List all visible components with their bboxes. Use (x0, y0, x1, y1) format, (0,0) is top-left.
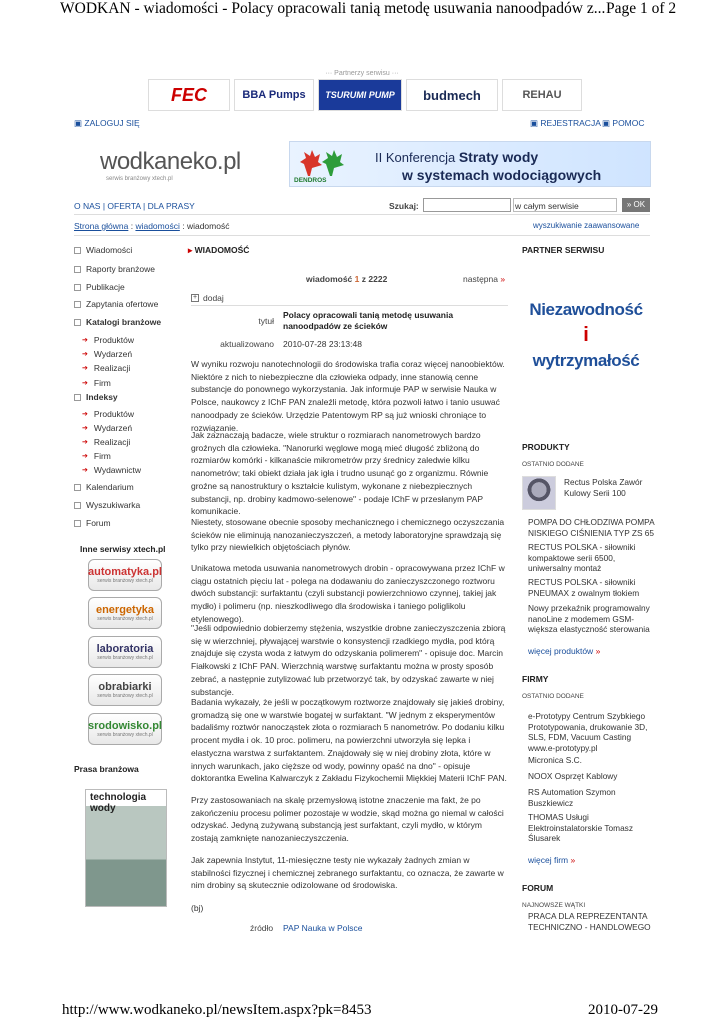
title-label: tytuł (258, 316, 274, 326)
sponsor-logos (148, 79, 582, 111)
product-item[interactable]: POMPA DO CHŁODZIWA POMPA NISKIEGO CIŚNIENIA TYP ZS 65 (528, 517, 655, 538)
sponsor-logo-budmech[interactable]: budmech (406, 79, 498, 111)
breadcrumb-home[interactable]: Strona główna (74, 221, 129, 231)
divider (74, 235, 650, 236)
updated-value: 2010-07-28 23:13:48 (283, 339, 362, 349)
sponsor-logo-fec[interactable]: FEC (148, 79, 230, 111)
arrow-icon: ➔ (82, 351, 88, 358)
sidebar-item-calendar[interactable]: Kalendarium (74, 482, 134, 492)
search-label: Szukaj: (389, 201, 419, 211)
xtech-srodowisko[interactable]: srodowisko.pl serwis branżowy xtech.pl (88, 713, 162, 745)
print-page-number: Page 1 of 2 (606, 0, 677, 17)
next-link[interactable]: następna » (463, 274, 506, 284)
arrow-icon: ➔ (82, 380, 88, 387)
checkbox-icon (74, 319, 81, 326)
xtech-obrabiarki[interactable]: obrabiarki serwis branżowy xtech.pl (88, 674, 162, 706)
source-label: źródło (250, 923, 274, 933)
xtech-energetyka[interactable]: energetyka serwis branżowy xtech.pl (88, 597, 162, 629)
index-firms[interactable]: ➔ Firm (82, 451, 111, 461)
catalog-firms[interactable]: ➔ Firm (82, 378, 111, 388)
breadcrumb-current: wiadomość (186, 221, 230, 231)
banner-line1: II Konferencja Straty wody (375, 149, 539, 165)
firm-item[interactable]: THOMAS Usługi Elektroinstalatorskie Tomasz Ślusarek (528, 812, 633, 843)
add-button[interactable]: + dodaj (192, 293, 224, 303)
article-paragraph: Jak zapewnia Instytut, 11-miesięczne testy nie wykazały żadnych zmian w stabilności fizycznej i chemicznej zebranego surfaktantu, co oznacza, że zawarte w nim drobiny są skutecznie odizolowane od środowiska. (191, 855, 504, 891)
arrow-icon: ➔ (82, 439, 88, 446)
help-icon: ▣ (602, 118, 611, 128)
sidebar-item-forum[interactable]: Forum (74, 518, 111, 528)
xtech-automatyka[interactable]: automatyka.pl serwis branżowy xtech.pl (88, 559, 162, 591)
sidebar-item-reports[interactable]: Raporty branżowe (74, 264, 155, 274)
arrow-icon: ➔ (82, 453, 88, 460)
sidebar-item-catalogs[interactable]: Katalogi branżowe (74, 317, 161, 327)
checkbox-icon (74, 284, 81, 291)
conference-banner[interactable] (289, 141, 651, 187)
search-input[interactable] (423, 198, 511, 212)
article-paragraph: W wyniku rozwoju nanotechnologii do środowiska trafia coraz więcej nanoobiektów. Niektóre z nich to niebezpieczne dla człowieka odpady, inne stanowią cenne substancje do ponownego wykorzystania. Jak informuje PAP w serwisie Nauka w Polsce, naukowcy z IChF PAN znaleźli metodę, która pozwoli łatwo i tanio usuwać nanoodpady ze ścieków. Urzędzie Patentowym RP są już wnioski chroniące to rozwiązanie. (191, 359, 505, 433)
partner-ad[interactable]: Niezawodność i wytrzymałość (529, 300, 643, 370)
index-products[interactable]: ➔ Produktów (82, 409, 135, 419)
index-publishers[interactable]: ➔ Wydawnictw (82, 465, 142, 475)
updated-label: aktualizowano (220, 339, 274, 349)
site-logo[interactable] (100, 148, 241, 182)
nav-about[interactable]: O NAS (74, 201, 101, 211)
divider (191, 305, 508, 306)
sponsors-label: ··· Partnerzy serwisu ··· (325, 70, 399, 77)
nav-press[interactable]: DLA PRASY (147, 201, 195, 211)
checkbox-icon (74, 247, 81, 254)
login-link[interactable]: ▣ ZALOGUJ SIĘ (74, 118, 140, 128)
arrow-icon: ➔ (82, 365, 88, 372)
arrow-icon: ➔ (82, 337, 88, 344)
firm-item[interactable]: Micronica S.C. (528, 755, 582, 765)
maple-leaf-icon (300, 148, 348, 178)
catalog-products[interactable]: ➔ Produktów (82, 335, 135, 345)
breadcrumb: Strona główna : wiadomości : wiadomość (74, 221, 230, 231)
index-projects[interactable]: ➔ Realizacji (82, 437, 131, 447)
magazine-title: technologia wody (90, 792, 147, 814)
help-link[interactable]: ▣ POMOC (602, 118, 645, 128)
checkbox-icon (74, 502, 81, 509)
more-firms-link[interactable]: więcej firm » (528, 855, 576, 865)
advanced-search-link[interactable]: wyszukiwanie zaawansowane (533, 221, 640, 230)
divider (74, 214, 650, 215)
firm-item[interactable]: RS Automation Szymon Buszkiewicz (528, 787, 616, 808)
sidebar-item-search[interactable]: Wyszukiwarka (74, 500, 140, 510)
register-icon: ▣ (530, 118, 539, 128)
checkbox-icon (74, 394, 81, 401)
sidebar-item-publications[interactable]: Publikacje (74, 282, 125, 292)
search-ok-button[interactable]: » OK (622, 198, 650, 212)
checkbox-icon (74, 266, 81, 273)
article-paragraph: Przy zastosowaniach na skalę przemysłową istotne znaczenie ma fakt, że po zakończeniu procesu polimer pozostaje w wodzie, skąd można go niemal w całości odzyskać. Jedyną zużywaną substancją jest surfaktant, czyli mydło, w którym zostają zamknięte nanozanieczyszczenia. (191, 795, 504, 844)
article-counter: wiadomość 1 z 2222 (306, 274, 388, 284)
sidebar-item-indexes[interactable]: Indeksy (74, 392, 118, 402)
firms-title: FIRMY (522, 674, 549, 684)
plus-icon: + (192, 294, 198, 301)
checkbox-icon (74, 301, 81, 308)
xtech-title: Inne serwisy xtech.pl (80, 544, 166, 554)
banner-line2: w systemach wodociągowych (402, 167, 602, 183)
print-url: http://www.wodkaneko.pl/newsItem.aspx?pk=8453 (62, 1002, 372, 1018)
product-item[interactable]: Rectus Polska Zawór Kulowy Serii 100 (564, 477, 643, 498)
arrow-icon: ➔ (82, 467, 88, 474)
more-products-link[interactable]: więcej produktów » (528, 646, 601, 656)
index-events[interactable]: ➔ Wydarzeń (82, 423, 133, 433)
products-recent-label: OSTATNIO DODANE (522, 461, 584, 468)
forum-item[interactable]: PRACA DLA REPREZENTANTA TECHNICZNO - HANDLOWEGO (528, 911, 651, 932)
sponsor-logo-tsurumi[interactable]: TSURUMI PUMP (318, 79, 402, 111)
arrow-icon: ➔ (82, 411, 88, 418)
checkbox-icon (74, 520, 81, 527)
site-logo-name: wodkaneko.pl (100, 148, 241, 175)
products-title: PRODUKTY (522, 442, 570, 452)
xtech-laboratoria[interactable]: laboratoria serwis branżowy xtech.pl (88, 636, 162, 668)
sidebar-item-news[interactable]: Wiadomości (74, 245, 132, 255)
arrow-icon: ➔ (82, 425, 88, 432)
article-title: Polacy opracowali tanią metodę usuwania nanoodpadów ze ścieków (283, 310, 454, 331)
product-item[interactable]: RECTUS POLSKA - siłowniki kompaktowe serii 6500, uniwersalny montaż (528, 542, 636, 573)
nav-offer[interactable]: OFERTA (107, 201, 141, 211)
top-nav: O NAS | OFERTA | DLA PRASY (74, 201, 195, 211)
banner-org: DENDROS (294, 177, 327, 184)
article-paragraph: Badania wykazały, że jeśli w początkowym roztworze znajdowały się jakieś drobiny, gromadzą się one w warstwie bogatej w surfaktant. "W jednym z eksperymentów badaliśmy roztwór nanocząstek złota o rozmiarach 5 nanometrów. Po dodaniu kilku procent mydła i ok. 10 proc. polimeru, na powierzchni utworzyła się lepka i elastyczna warstwa z surfaktantem. Znajdowały się w niej drobiny złota, które w innych warunkach, jako cięższe od wody, powinny opaść na dno" - opisuje doktorantka Ewelina Kalwarczyk z Zakładu Fizykochemii Miękkiej Materii IChF PAN. (191, 697, 507, 784)
article-paragraph: Niestety, stosowane obecnie sposoby mechanicznego i chemicznego oczyszczania ścieków nie eliminują nanozanieczyszczeń, a metody laboratoryjne sprawdzają się tylko przy niewielkich objętościach płynów. (191, 517, 505, 553)
press-title: Prasa branżowa (74, 764, 139, 774)
article-paragraph: "Jeśli odpowiednio dobierzemy stężenia, wszystkie drobne zanieczyszczenia zbiorą się w wierzchniej, pływającej warstwie o konsystencji rzadkiego mydła, pod którą znajduje się czysta woda z łatwym do odzyskania polimerem" - opisuje doc. Marcin Fiałkowski z IChF PAN. Wierzchnią warstwę surfaktantu można w prosty sposób zebrać, a następnie zutylizować lub przetworzyć tak, by odzyskać zawarte w niej substancje. (191, 623, 506, 697)
arrow-icon: ▸ (188, 245, 193, 255)
product-item[interactable]: RECTUS POLSKA - siłowniki PNEUMAX z owalnym tłokiem (528, 577, 640, 598)
article-paragraph: Jak zaznaczają badacze, wiele struktur o rozmiarach nanometrowych bardzo groźnych dla człowieka. "Nanorurki węglowe mogą mieć długość zbliżoną do rozmiarów komórki - kilkanaście mikrometrów przy średnicy zaledwie kilku nanometrów; taki obiekt działa jak igła i trudno usunąć go z organizmu. Równie groźne są nanostruktury o kształcie kulistym, wykonane z niebezpiecznych substancji, np. drobiny kadmowo-selenowe" - podaje IChF w przesłanym PAP komunikacie. (191, 430, 489, 517)
forum-title: FORUM (522, 883, 554, 893)
sponsor-logo-rehau[interactable]: REHAU (502, 79, 582, 111)
print-header (0, 0, 724, 22)
firm-item[interactable]: e-Prototypy Centrum Szybkiego Prototypowania, drukowanie 3D, SLS, FDM, Vacuum Casting www.e-prototypy.pl (528, 711, 648, 753)
firms-recent-label: OSTATNIO DODANE (522, 693, 584, 700)
article-section: ▸ WIADOMOŚĆ (188, 245, 250, 255)
register-link[interactable]: ▣ REJESTRACJA (530, 118, 601, 128)
checkbox-icon (74, 484, 81, 491)
catalog-events[interactable]: ➔ Wydarzeń (82, 349, 133, 359)
search-scope-value: w całym serwisie (515, 201, 579, 211)
partner-title: PARTNER SERWISU (522, 245, 605, 255)
catalog-projects[interactable]: ➔ Realizacji (82, 363, 131, 373)
product-item[interactable]: Nowy przekaźnik programowalny nanoLine z modemem GSM- większa elastyczność sterowania (528, 603, 650, 634)
magazine-cover[interactable] (85, 789, 167, 907)
article-paragraph: Unikatowa metoda usuwania nanometrowych drobin - opracowywana przez IChF w ciągu ostatnich pięciu lat - polega na dodawaniu do zanieczyszczonego roztworu dwóch substancji: surfaktantu (czyli substancji powierzchniowo czynnej, takiej jak mydło) i polimeru (np. nieszkodliwego dla środowiska i taniego poliglikolu etylenowego). (191, 563, 505, 624)
print-title: WODKAN - wiadomości - Polacy opracowali tanią metodę usuwania nanoodpadów z... (60, 0, 606, 17)
forum-recent-label: NAJNOWSZE WĄTKI (522, 902, 586, 909)
login-icon: ▣ (74, 118, 83, 128)
source-link[interactable]: PAP Nauka w Polsce (283, 923, 363, 933)
article-signature: (bj) (191, 903, 204, 913)
product-thumbnail[interactable] (522, 476, 556, 510)
sponsor-logo-bba[interactable]: BBA Pumps (234, 79, 314, 111)
print-date: 2010-07-29 (588, 1002, 658, 1018)
sidebar-item-inquiries[interactable]: Zapytania ofertowe (74, 299, 158, 309)
site-logo-tagline: serwis branżowy xtech.pl (106, 176, 173, 182)
breadcrumb-news[interactable]: wiadomości (135, 221, 180, 231)
firm-item[interactable]: NOOX Osprzęt Kablowy (528, 771, 618, 781)
